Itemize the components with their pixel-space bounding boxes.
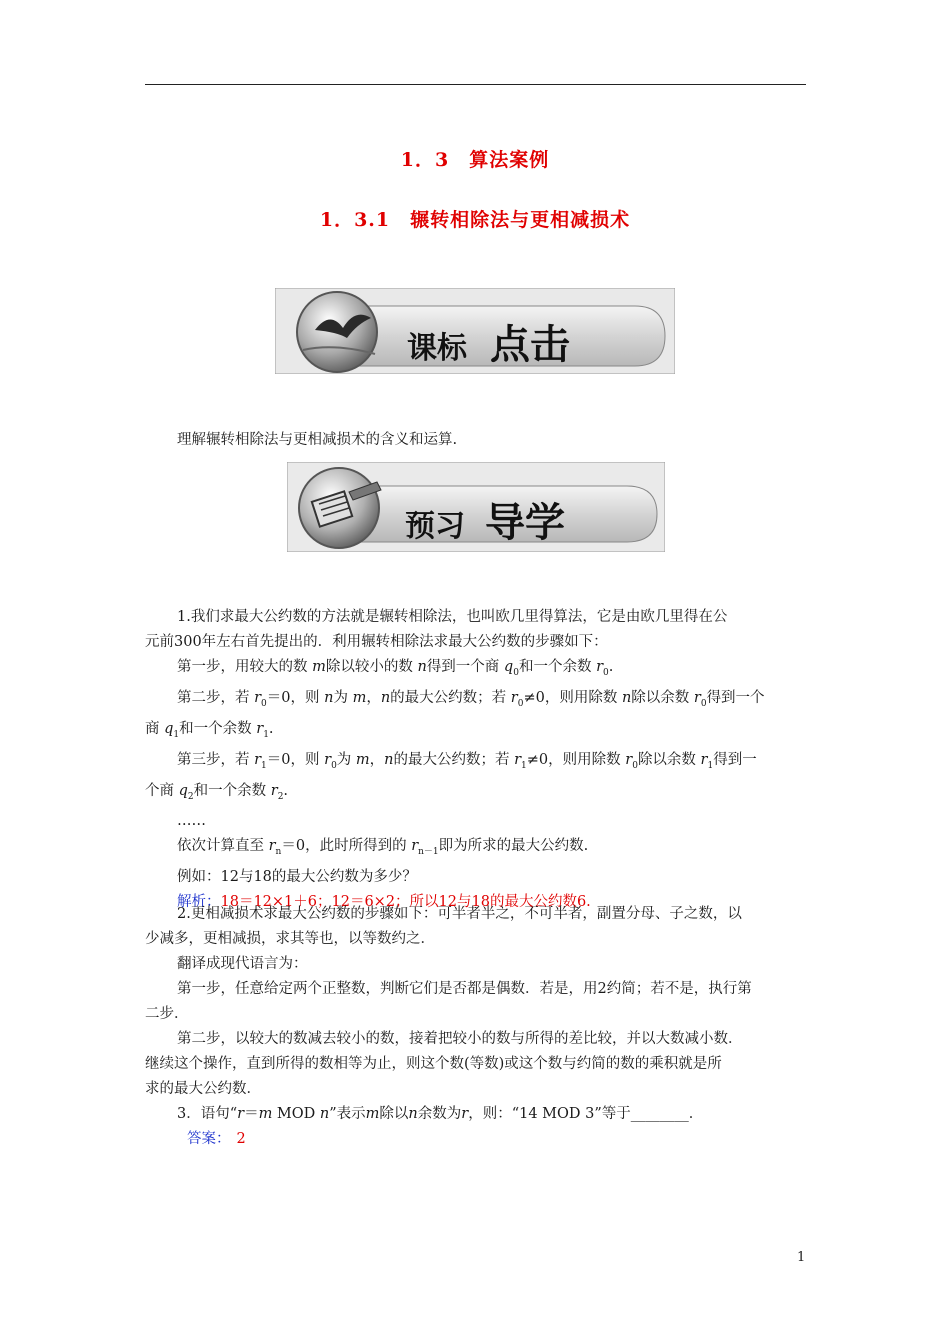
banner1-label-a: 课标: [407, 331, 467, 366]
objective-text: 理解辗转相除法与更相减损术的含义和运算.: [177, 432, 458, 448]
part1-intro-1: 1.我们求最大公约数的方法就是辗转相除法，也叫欧几里得算法，它是由欧几里得在公: [177, 609, 728, 625]
header-rule: [145, 84, 806, 85]
part1-step2: 第二步，若 $r_0=0$，则 n为 m，n的最大公约数；若 $r_0\ne 0$，则用除数 n除以余数 $r_0$得到一个: [177, 689, 765, 709]
part1-step2-cont: 商 $q_1$和一个余数 $r_1$.: [145, 720, 274, 740]
part1-final: 依次计算直至 $r_n=0$，此时所得到的 $r_{n-1}$即为所求的最大公约数.: [177, 838, 589, 858]
section-title: 1．3 算法案例: [400, 149, 550, 171]
part1-block: [145, 605, 810, 915]
part3-question: 3．语句“r＝m MOD n”表示m除以n余数为r，则：“14 MOD 3”等于________．: [177, 1106, 704, 1122]
answer-label: 答案：: [187, 1131, 231, 1147]
part1-intro-2: 元前300年左右首先提出的．利用辗转相除法求最大公约数的步骤如下：: [145, 634, 608, 650]
banner1-label-b: 点击: [490, 321, 570, 368]
part1-step3-cont: 个商 $q_2$和一个余数 $r_2$.: [145, 782, 289, 802]
subsection-title: 1．3.1 辗转相除法与更相减损术: [319, 209, 631, 231]
answer-line: [145, 1127, 810, 1152]
banner2-label-b: 导学: [485, 499, 565, 546]
part2-line2: 少减多，更相减损，求其等也，以等数约之．: [145, 931, 435, 947]
part2-block: [145, 902, 810, 1152]
part2-line4: 第一步，任意给定两个正整数，判断它们是否都是偶数．若是，用2约简；若不是，执行第: [177, 981, 752, 997]
preview-banner: [287, 462, 665, 552]
banner2-label-a: 预习: [405, 509, 465, 544]
part1-ellipsis: ……: [177, 813, 206, 830]
part2-line7: 继续这个操作，直到所得的数相等为止，则这个数(等数)或这个数与约简的数的乘积就是所: [145, 1056, 722, 1072]
part2-line5: 二步．: [145, 1006, 189, 1022]
solution-text: 18＝12×1＋6；12＝6×2；所以12与18的最大公约数6.: [220, 894, 591, 911]
curriculum-banner: [275, 288, 675, 374]
answer-blank: ________: [630, 1106, 689, 1122]
solution-label: 解析：: [177, 894, 221, 911]
part2-line1: 2.更相减损术求最大公约数的步骤如下：可半者半之，不可半者，副置分母、子之数，以: [177, 906, 742, 922]
part1-example: 例如：12与18的最大公约数为多少？: [177, 869, 417, 886]
answer-value: 2: [236, 1131, 246, 1147]
part2-line8: 求的最大公约数．: [145, 1081, 261, 1097]
part1-step1: 第一步，用较大的数 m除以较小的数 n得到一个商 $q_0$和一个余数 $r_0$.: [177, 659, 614, 678]
part2-line6: 第二步，以较大的数减去较小的数，接着把较小的数与所得的差比较，并以大数减小数．: [177, 1031, 743, 1047]
page-number: 1: [797, 1250, 806, 1265]
part1-step3: 第三步，若 $r_1=0$，则 $r_0$为 m，n的最大公约数；若 $r_1\ne 0$，则用除数 $r_0$除以余数 $r_1$得到一: [177, 751, 757, 771]
part2-line3: 翻译成现代语言为：: [177, 956, 308, 972]
